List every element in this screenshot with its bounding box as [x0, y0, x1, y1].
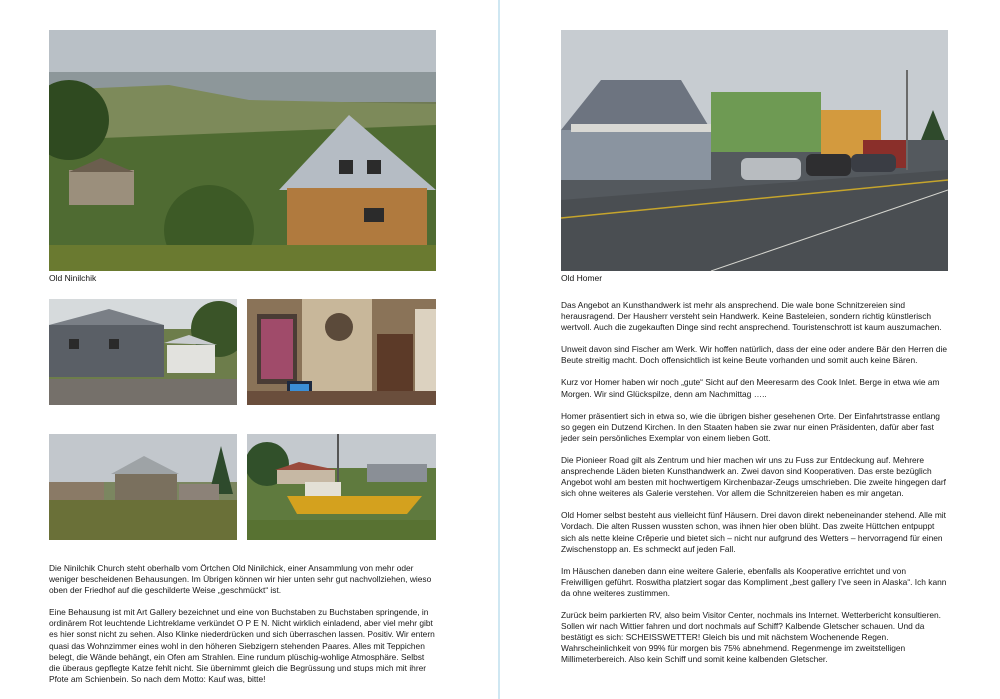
photo-old-homer-street — [561, 30, 948, 271]
right-body-text — [561, 300, 949, 676]
photo-old-ninilchik-village — [49, 30, 436, 271]
paragraph: Eine Behausung ist mit Art Gallery bezeichnet und eine von Buchstaben zu Buchstaben springende, in ordinärem Rot leuchtende Lichtreklame verkündet O P E N. Nicht wirklich einladend, aber viel mehr gibt es hier sonst nicht zu sehen. Also Klinke niederdrücken und sich überraschen lassen. Positiv. Wir entern quasi das Wohnzimmer eines wohl in den höheren Siebzigern stehenden Paares. Alles mit Teppichen belegt, die Wände behängt, ein Ofen am Strahlen. Eine rundum plüschig-wohlige Atmosphäre. Selbst die überaus gepflegte Katze fehlt nicht. Sie übernimmt gleich die Begrüssung und stups mich mit ihrer Pfote am Schienbein. So nach dem Motto: Kauf was, bitte! — [49, 607, 435, 684]
paragraph: Kurz vor Homer haben wir noch „gute“ Sicht auf den Meeresarm des Cook Inlet. Berge in etwa wie am Morgen. Wir sind Glückspilze, denn am Nachmittag ….. — [561, 377, 940, 399]
photo-gallery-interior — [247, 299, 436, 405]
paragraph: Homer präsentiert sich in etwa so, wie die übrigen bisher gesehenen Orte. Der Einfahrtstrasse entlang so gegen ein Dutzend Kirchen. In den Staaten haben sie zwar nur einen Präsidenten, dafür aber fast jeder sein persönliches Exemplar von einem lieben Gott. — [561, 410, 940, 443]
paragraph: Im Häuschen daneben dann eine weitere Galerie, ebenfalls als Kooperative errichtet und von Freiwilligen geführt. Roswitha platziert sogar das Kompliment „best gallery I’ve seen in Alaska“. Ich kann da ohne weiteres zustimmen. — [561, 565, 947, 598]
paragraph: Die Ninilchik Church steht oberhalb vom Örtchen Old Ninilchick, einer Ansammlung von mehr oder weniger bescheidenen Behausungen. Im Übrigen können wir hier unten sehr gut nachvollziehen, wieso oben der Friedhof auf die geschilderte Weise „geschmückt“ ist. — [49, 563, 432, 596]
paragraph: Old Homer selbst besteht aus vielleicht fünf Häusern. Drei davon direkt nebeneinander stehend. Alle mit Vordach. Die alten Russen wussten schon, was ihnen hier oben blüht. Das zweite Hüttchen entpuppt sich als nette kleine Crêperie und bietet sich – nicht nur aufgrund des Wetters – hervorragend für einen Zwischenstopp an. Es schmeckt auf jeden Fall. — [561, 510, 946, 554]
page-gutter — [498, 0, 500, 699]
left-body-text — [49, 563, 437, 696]
photo-beached-boat — [247, 434, 436, 540]
photo-ninilchik-cabin — [49, 434, 237, 540]
paragraph: Unweit davon sind Fischer am Werk. Wir hoffen natürlich, dass der eine oder andere Bär den Herren die Beute streitig macht. Doch offensichtlich ist keine Beute vorhanden und somit auch keine Bären. — [561, 344, 948, 366]
paragraph: Zurück beim parkierten RV, also beim Visitor Center, nochmals ins Internet. Wetterbericht konsultieren. Sollen wir nach Wittier fahren und dort nochmals auf Schiff? Kalbende Gletscher schauen. Und da bestätigt es sich: SCHEISSWETTER! Gleich bis und mit nächstem Wochenende Regen. Wahrscheinlichkeit von 99% für morgen bis 75% abnehmend. Regenmenge im zweitstelligen Millimeterbereich. Also kein Schiff und somit keine kalbenden Gletscher. — [561, 609, 941, 665]
caption-old-homer: Old Homer — [561, 273, 603, 283]
photo-art-gallery-house — [49, 299, 237, 405]
paragraph: Die Pionieer Road gilt als Zentrum und hier machen wir uns zu Fuss zur Entdeckung auf. Mehrere ansprechende Läden bieten Kunsthandwerk an. Zwei davon sind Kooperativen. Das erste bezüglich Angebot wohl am besten mit hochwertigem Kirchenbazar-Zeugs umschrieben. Die zweite hingegen darf sich ohne weiteres als Galerie verstehen. Vor allem die Schnitzereien haben es mir angetan. — [561, 454, 946, 499]
paragraph: Das Angebot an Kunsthandwerk ist mehr als ansprechend. Die wale bone Schnitzereien sind herausragend. Der Hausherr versteht sein Handwerk. Keine Basteleien, sondern richtig künstlerisch wertvoll. Auch die zugekauften Dinge sind recht ansprechend. Touristenschrott ist kaum auszumachen. — [561, 300, 942, 333]
caption-old-ninilchik: Old Ninilchik — [49, 273, 97, 283]
